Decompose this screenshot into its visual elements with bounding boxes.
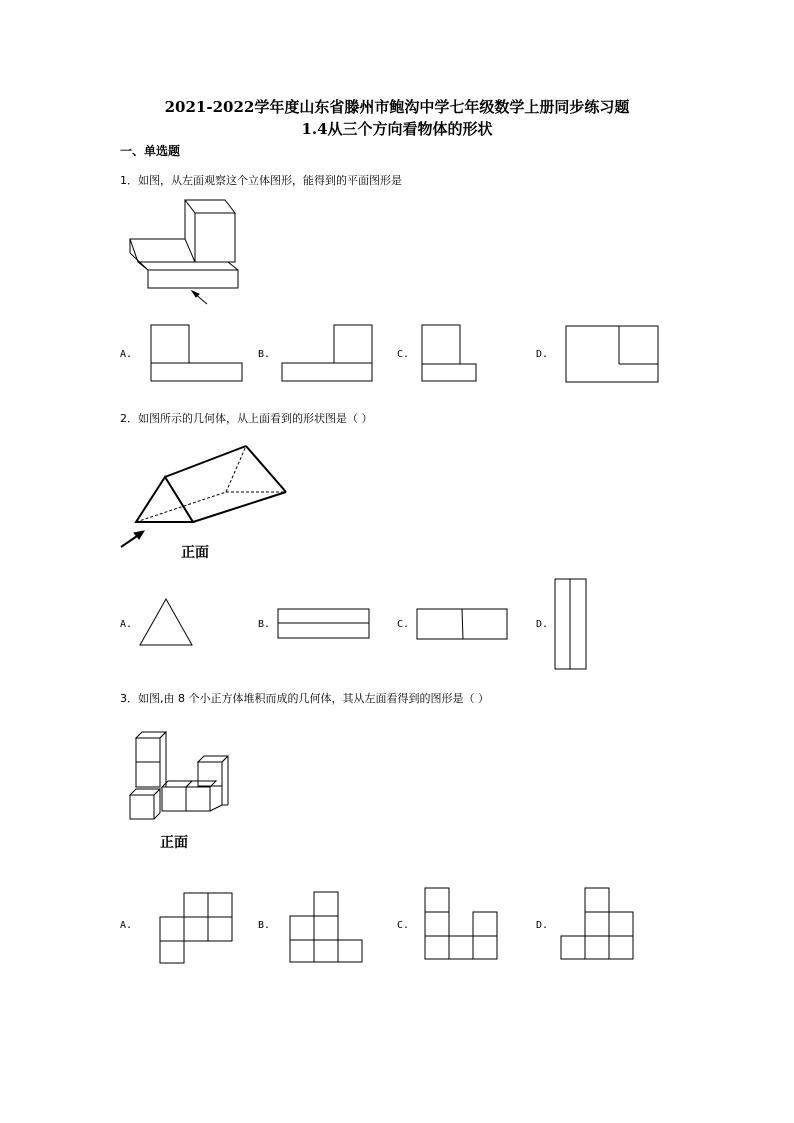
- q1-option-d-figure[interactable]: [565, 324, 660, 386]
- question-3-figure: [128, 730, 238, 822]
- question-2-figure-label: 正面: [181, 545, 209, 561]
- q3-option-d-label[interactable]: D.: [536, 920, 549, 931]
- q3-option-c-figure[interactable]: [424, 887, 502, 963]
- q3-option-d-figure[interactable]: [560, 887, 638, 963]
- q2-option-b-figure[interactable]: [277, 608, 372, 642]
- question-2-text: 2．如图所示的几何体，从上面看到的形状图是（ ）: [120, 412, 373, 425]
- q2-option-b-label[interactable]: B.: [258, 619, 271, 630]
- question-3-text: 3．如图,由 8 个小正方体堆积而成的几何体，其从左面看得到的图形是（ ）: [120, 692, 489, 705]
- q1-option-b-figure[interactable]: [281, 324, 376, 386]
- q2-option-d-figure[interactable]: [554, 578, 590, 672]
- q1-option-c-label[interactable]: C.: [397, 349, 410, 360]
- q2-option-c-label[interactable]: C.: [397, 619, 410, 630]
- q1-option-b-label[interactable]: B.: [258, 349, 271, 360]
- question-1-text: 1．如图，从左面观察这个立体图形，能得到的平面图形是: [120, 174, 402, 187]
- page-title: 2021-2022学年度山东省滕州市鲍沟中学七年级数学上册同步练习题: [164, 98, 630, 116]
- q1-option-d-label[interactable]: D.: [536, 349, 549, 360]
- question-2-figure: [118, 440, 298, 550]
- section-heading: 一、单选题: [120, 144, 181, 158]
- q3-option-b-label[interactable]: B.: [258, 920, 271, 931]
- q2-option-d-label[interactable]: D.: [536, 619, 549, 630]
- q3-option-c-label[interactable]: C.: [397, 920, 410, 931]
- q3-option-a-label[interactable]: A.: [120, 920, 133, 931]
- question-1-figure: [120, 190, 260, 310]
- q3-option-b-figure[interactable]: [289, 891, 367, 965]
- page-subtitle: 1.4从三个方向看物体的形状: [301, 120, 493, 138]
- question-3-figure-label: 正面: [160, 835, 188, 851]
- q1-option-c-figure[interactable]: [421, 324, 481, 386]
- q1-option-a-label[interactable]: A.: [120, 349, 133, 360]
- q2-option-a-label[interactable]: A.: [120, 619, 133, 630]
- q3-option-a-figure[interactable]: [159, 892, 237, 966]
- q2-option-c-figure[interactable]: [416, 608, 511, 642]
- q2-option-a-figure[interactable]: [139, 596, 195, 648]
- q1-option-a-figure[interactable]: [150, 324, 245, 386]
